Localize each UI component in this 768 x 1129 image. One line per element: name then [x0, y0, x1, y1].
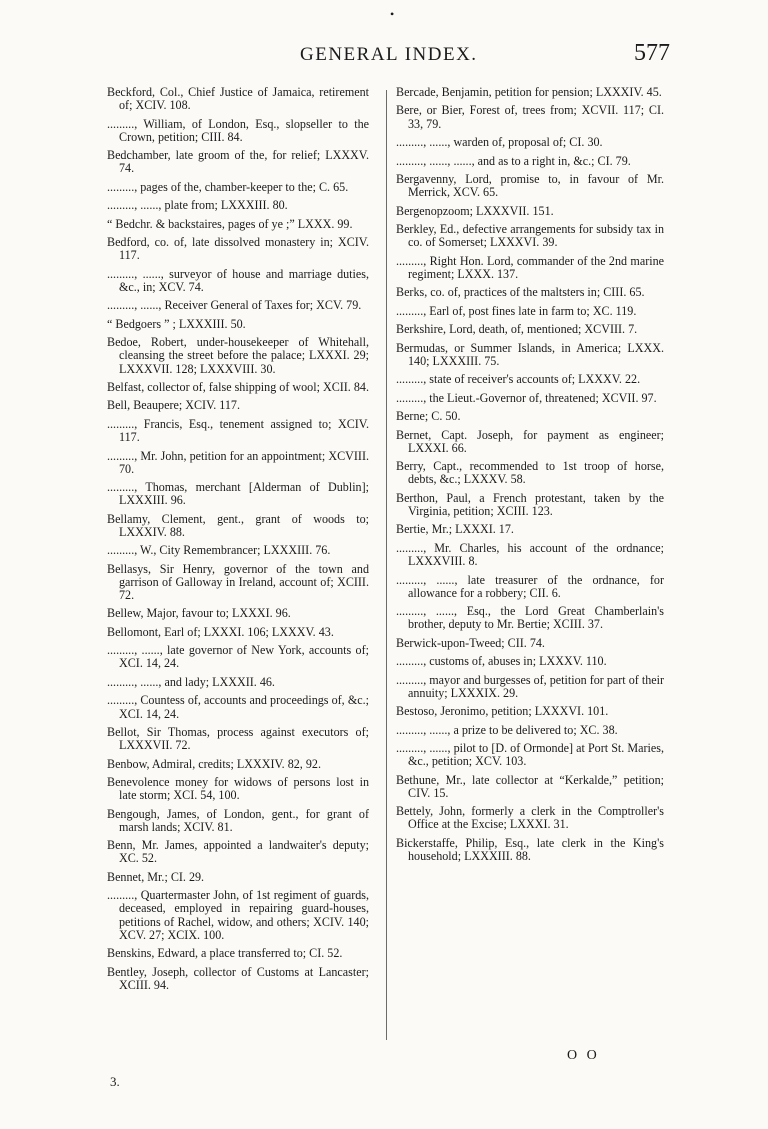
index-entry: ........., Mr. John, petition for an appointment; XCVIII. 70. [107, 448, 369, 476]
index-entry: Berkley, Ed., defective arrangements for subsidy tax in co. of Somerset; LXXXVI. 39. [396, 222, 664, 250]
index-entry: ........., Mr. Charles, his account of the ordnance; LXXXVIII. 8. [396, 540, 664, 569]
page-number: 577 [634, 40, 670, 66]
index-entry: Belfast, collector of, false shipping of wool; XCII. 84. [107, 379, 369, 394]
index-entry: Berne; C. 50. [396, 409, 461, 424]
index-entry: Bernet, Capt. Joseph, for payment as engineer; LXXXI. 66. [396, 427, 664, 455]
index-entry: ........., ......, ......, and as to a right in, &c.; CI. 79. [396, 153, 631, 168]
index-entry: ........., the Lieut.-Governor of, threatened; XCVII. 97. [396, 390, 657, 405]
index-entry: Bergenopzoom; LXXXVII. 151. [396, 203, 554, 218]
index-entry: Bethune, Mr., late collector at “Kerkalde,” petition; CIV. 15. [396, 772, 664, 800]
index-entry: Bellomont, Earl of; LXXXI. 106; LXXXV. 43. [107, 624, 334, 639]
index-entry: Berry, Capt., recommended to 1st troop of horse, debts, &c.; LXXXV. 58. [396, 459, 664, 487]
running-title: GENERAL INDEX. [300, 44, 478, 65]
index-entry: ........., ......, late governor of New York, accounts of; XCI. 14, 24. [107, 643, 369, 671]
index-column-right [396, 86, 664, 869]
signature-mark-left: 3. [110, 1074, 120, 1089]
index-entry: “ Bedgoers ” ; LXXXIII. 50. [107, 316, 246, 331]
index-entry: ........., ......, surveyor of house and marriage duties, &c., in; XCV. 74. [107, 266, 369, 294]
index-entry: Bellew, Major, favour to; LXXXI. 96. [107, 606, 291, 621]
index-entry: ........., mayor and burgesses of, petition for part of their annuity; LXXXIX. 29. [396, 672, 664, 700]
index-entry: Berks, co. of, practices of the maltsters in; CIII. 65. [396, 285, 645, 300]
index-entry: ........., ......, plate from; LXXXIII. 80. [107, 198, 288, 213]
index-entry: Benskins, Edward, a place transferred to; CI. 52. [107, 946, 343, 961]
index-entry: “ Bedchr. & backstaires, pages of ye ;” LXXX. 99. [107, 216, 353, 231]
index-entry: Bedchamber, late groom of the, for relief; LXXXV. 74. [107, 148, 369, 176]
signature-mark-right: O O [567, 1048, 600, 1063]
index-entry: ........., Quartermaster John, of 1st regiment of guards, deceased, employed in repairing guard-houses, petitions of Rachel, widow, and others; XCIV. 140; XCV. 27; XCIX. 100. [107, 888, 369, 942]
index-entry: ........., Earl of, post fines late in farm to; XC. 119. [396, 303, 637, 318]
index-entry: ........., ......, Esq., the Lord Great Chamberlain's brother, deputy to Mr. Bertie; XCIII. 37. [396, 604, 664, 632]
index-column-left [107, 86, 369, 997]
top-mark: • [390, 7, 395, 21]
index-entry: ........., ......, pilot to [D. of Ormonde] at Port St. Maries, &c., petition; XCV. 103. [396, 741, 664, 769]
index-entry: Bengough, James, of London, gent., for grant of marsh lands; XCIV. 81. [107, 806, 369, 834]
index-entry: Bellamy, Clement, gent., grant of woods to; LXXXIV. 88. [107, 511, 369, 539]
index-entry: ........., Francis, Esq., tenement assigned to; XCIV. 117. [107, 416, 369, 445]
index-entry: ........., Countess of, accounts and proceedings of, &c.; XCI. 14, 24. [107, 693, 369, 721]
index-entry: ........., pages of the, chamber-keeper to the; C. 65. [107, 179, 349, 194]
index-entry: Bellasys, Sir Henry, governor of the town and garrison of Galloway in Ireland, account of; XCIII. 72. [107, 561, 369, 602]
index-entry: Bermudas, or Summer Islands, in America; LXXX. 140; LXXXIII. 75. [396, 340, 664, 368]
index-entry: ........., ......, warden of, proposal of; CI. 30. [396, 135, 603, 150]
index-entry: ........., ......, and lady; LXXXII. 46. [107, 674, 275, 689]
index-entry: Bettely, John, formerly a clerk in the Comptroller's Office at the Excise; LXXXI. 31. [396, 804, 664, 832]
index-entry: Bestoso, Jeronimo, petition; LXXXVI. 101. [396, 704, 609, 719]
index-entry: Benbow, Admiral, credits; LXXXIV. 82, 92. [107, 756, 321, 771]
index-entry: Bellot, Sir Thomas, process against executors of; LXXXVII. 72. [107, 725, 369, 753]
index-entry: Benevolence money for widows of persons lost in late storm; XCI. 54, 100. [107, 775, 369, 803]
index-entry: ........., ......, late treasurer of the ordnance, for allowance for a robbery; CII. 6. [396, 572, 664, 600]
index-entry: Bennet, Mr.; CI. 29. [107, 869, 205, 884]
index-entry: Berthon, Paul, a French protestant, taken by the Virginia, petition; XCIII. 123. [396, 490, 664, 518]
index-entry: ........., ......, a prize to be delivered to; XC. 38. [396, 722, 618, 737]
index-entry: ........., William, of London, Esq., slopseller to the Crown, petition; CIII. 84. [107, 116, 369, 144]
index-entry: ........., customs of, abuses in; LXXXV. 110. [396, 654, 607, 669]
index-entry: ........., Right Hon. Lord, commander of the 2nd marine regiment; LXXX. 137. [396, 253, 664, 281]
index-entry: Bickerstaffe, Philip, Esq., late clerk in the King's household; LXXXIII. 88. [396, 835, 664, 864]
index-entry: Bentley, Joseph, collector of Customs at Lancaster; XCIII. 94. [107, 964, 369, 992]
index-entry: Benn, Mr. James, appointed a landwaiter's deputy; XC. 52. [107, 838, 369, 866]
index-entry: Bere, or Bier, Forest of, trees from; XCVII. 117; CI. 33, 79. [396, 103, 664, 131]
index-entry: Bedford, co. of, late dissolved monastery in; XCIV. 117. [107, 235, 369, 263]
index-entry: ........., W., City Remembrancer; LXXXIII. 76. [107, 543, 331, 558]
index-entry: ........., ......, Receiver General of Taxes for; XCV. 79. [107, 298, 362, 313]
index-entry: Bertie, Mr.; LXXXI. 17. [396, 522, 514, 537]
index-entry: ........., Thomas, merchant [Alderman of Dublin]; LXXXIII. 96. [107, 480, 369, 508]
index-entry: Berkshire, Lord, death, of, mentioned; XCVIII. 7. [396, 322, 638, 337]
index-entry: Bedoe, Robert, under-housekeeper of Whitehall, cleansing the street before the palace; LXXXI. 29; LXXXVII. 128; LXXXVIII. 30. [107, 335, 369, 376]
index-entry: Bercade, Benjamin, petition for pension; LXXXIV. 45. [396, 85, 662, 99]
index-entry: Berwick-upon-Tweed; CII. 74. [396, 635, 545, 650]
index-entry: ........., state of receiver's accounts of; LXXXV. 22. [396, 372, 641, 387]
index-entry: Bell, Beaupere; XCIV. 117. [107, 398, 241, 413]
column-divider [386, 90, 387, 1040]
page-header [110, 40, 670, 74]
index-entry: Beckford, Col., Chief Justice of Jamaica, retirement of; XCIV. 108. [107, 85, 369, 113]
index-entry: Bergavenny, Lord, promise to, in favour of Mr. Merrick, XCV. 65. [396, 172, 664, 200]
